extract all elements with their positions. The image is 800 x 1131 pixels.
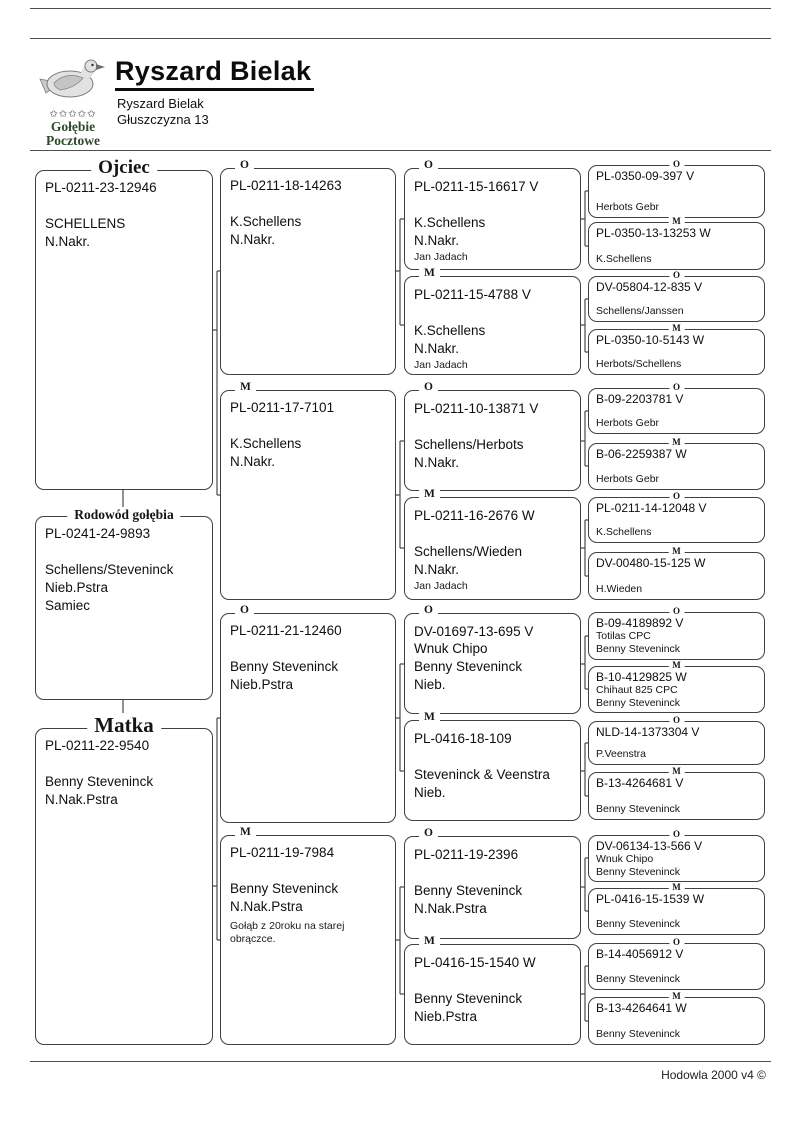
- ring-number: DV-00480-15-125 W: [596, 556, 706, 570]
- sex-label: M: [668, 661, 685, 670]
- pedigree-line: Benny Steveninck: [230, 881, 339, 896]
- breeder-name: Totilas CPC: [596, 630, 651, 642]
- owner-name: Ryszard Bielak: [117, 96, 204, 111]
- ring-number: PL-0241-24-9893: [45, 526, 151, 541]
- pedigree-line: N.Nakr.: [414, 341, 460, 356]
- pedigree-line: Schellens/Steveninck: [45, 562, 174, 577]
- breeder-names: [596, 201, 757, 214]
- gen2-box-4: [220, 826, 396, 1045]
- header-rule: [30, 150, 771, 151]
- sex-label: M: [668, 217, 685, 226]
- gen4-box-8: [588, 546, 765, 600]
- breeder-name: Chihaut 825 CPC: [596, 684, 678, 696]
- page-title: Ryszard Bielak: [115, 56, 314, 91]
- ring-number: PL-0350-13-13253 W: [596, 226, 711, 240]
- ring-number: DV-06134-13-566 V: [596, 839, 703, 853]
- subject-title: Rodowód gołębia: [67, 507, 180, 523]
- pedigree-line: Nieb.: [414, 677, 446, 692]
- pedigree-line: Nieb.: [414, 785, 446, 800]
- pedigree-note: Jan Jadach: [414, 580, 468, 592]
- gen3-box-6: [404, 711, 581, 821]
- sex-label: O: [419, 160, 438, 172]
- gen4-box-5: [588, 382, 765, 434]
- ring-number: PL-0350-10-5143 W: [596, 333, 705, 347]
- gen3-box-8: [404, 935, 581, 1045]
- ring-number: B-09-4189892 V: [596, 616, 684, 630]
- gen3-box-3: [404, 381, 581, 491]
- father-box: [35, 157, 213, 490]
- ring-number: PL-0211-19-2396: [414, 847, 519, 862]
- breeder-names: [596, 630, 757, 655]
- gen4-box-12: [588, 766, 765, 820]
- sex-label: M: [668, 883, 685, 892]
- ring-number: PL-0211-23-12946: [45, 180, 157, 195]
- pedigree-line: N.Nak.Pstra: [230, 899, 303, 914]
- pedigree-line: Benny Steveninck: [414, 991, 523, 1006]
- ring-number: PL-0211-19-7984: [230, 845, 335, 860]
- breeder-names: [596, 253, 757, 266]
- ring-number: PL-0211-18-14263: [230, 178, 342, 193]
- ring-number: PL-0350-09-397 V: [596, 169, 695, 183]
- breeder-name: K.Schellens: [596, 525, 652, 538]
- sex-label: O: [669, 607, 684, 616]
- pedigree-line: N.Nakr.: [414, 562, 460, 577]
- pedigree-line: Schellens/Wieden: [414, 544, 523, 559]
- breeder-name: Herbots/Schellens: [596, 357, 682, 370]
- gen4-box-6: [588, 437, 765, 490]
- sex-label: M: [419, 489, 440, 501]
- breeder-names: [596, 473, 757, 486]
- ring-number: PL-0211-15-4788 V: [414, 287, 531, 302]
- sex-label: O: [669, 938, 684, 947]
- sex-label: O: [669, 271, 684, 280]
- pedigree-line: Steveninck & Veenstra: [414, 767, 550, 782]
- breeder-names: [596, 358, 757, 371]
- gen4-box-2: [588, 216, 765, 270]
- pigeon-icon: [36, 54, 110, 104]
- ring-number: B-13-4264641 W: [596, 1001, 687, 1015]
- sex-label: O: [235, 160, 254, 172]
- ring-number: PL-0211-10-13871 V: [414, 401, 539, 416]
- gen3-box-7: [404, 827, 581, 939]
- sex-label: O: [419, 605, 438, 617]
- breeder-names: [596, 417, 757, 430]
- breeder-name: Schellens/Janssen: [596, 304, 684, 317]
- breeder-names: [596, 684, 757, 709]
- ring-number: DV-01697-13-695 V: [414, 624, 534, 639]
- pedigree-line: K.Schellens: [414, 323, 486, 338]
- club-logo: [30, 54, 116, 148]
- gen3-box-2: [404, 267, 581, 375]
- ring-number: PL-0416-15-1539 W: [596, 892, 705, 906]
- ring-number: PL-0211-22-9540: [45, 738, 150, 753]
- gen4-box-16: [588, 991, 765, 1045]
- gen2-box-3: [220, 604, 396, 823]
- sex-label: M: [235, 827, 256, 839]
- sex-label: O: [235, 605, 254, 617]
- pedigree-line: K.Schellens: [414, 215, 486, 230]
- sex-label: M: [668, 324, 685, 333]
- pedigree-line: Nieb.Pstra: [414, 1009, 478, 1024]
- top-rule-2: [30, 38, 771, 39]
- footer-software-credit: Hodowla 2000 v4 ©: [661, 1068, 766, 1082]
- breeder-name: Benny Steveninck: [596, 802, 681, 815]
- breeder-name: Benny Steveninck: [596, 696, 681, 709]
- gen2-box-1: [220, 159, 396, 375]
- breeder-names: [596, 918, 757, 931]
- breeder-names: [596, 973, 757, 986]
- pedigree-note: Gołąb z 20roku na starej obrączce.: [230, 920, 345, 945]
- breeder-name: Benny Steveninck: [596, 972, 681, 985]
- sex-label: M: [668, 992, 685, 1001]
- sex-label: M: [419, 268, 440, 280]
- pedigree-line: N.Nakr.: [414, 233, 460, 248]
- breeder-name: H.Wieden: [596, 582, 643, 595]
- sex-label: O: [669, 492, 684, 501]
- pedigree-line: Benny Steveninck: [414, 659, 523, 674]
- ring-number: PL-0416-15-1540 W: [414, 955, 536, 970]
- gen3-box-5: [404, 604, 581, 714]
- pedigree-line: N.Nakr.: [414, 455, 460, 470]
- sex-label: O: [669, 383, 684, 392]
- owner-address: Głuszczyzna 13: [117, 112, 209, 127]
- pedigree-line: Nieb.Pstra: [45, 580, 109, 595]
- pedigree-line: K.Schellens: [230, 214, 302, 229]
- ring-number: B-10-4129825 W: [596, 670, 687, 684]
- pedigree-line: N.Nakr.: [45, 234, 91, 249]
- sex-label: M: [668, 767, 685, 776]
- pedigree-line: N.Nak.Pstra: [45, 792, 118, 807]
- ring-number: PL-0211-16-2676 W: [414, 508, 535, 523]
- sex-label: M: [419, 712, 440, 724]
- breeder-name: Herbots Gebr: [596, 472, 660, 485]
- logo-stars: ✩✩✩✩✩: [49, 109, 97, 120]
- gen4-box-15: [588, 937, 765, 990]
- pedigree-line: Benny Steveninck: [230, 659, 339, 674]
- gen4-box-14: [588, 882, 765, 935]
- top-rule-1: [30, 8, 771, 9]
- sex-label: M: [419, 936, 440, 948]
- pedigree-line: SCHELLENS: [45, 216, 126, 231]
- breeder-name: Benny Steveninck: [596, 642, 681, 655]
- ring-number: NLD-14-1373304 V: [596, 725, 700, 739]
- sex-label: M: [668, 438, 685, 447]
- ring-number: PL-0416-18-109: [414, 731, 512, 746]
- breeder-names: [596, 853, 757, 878]
- pedigree-note: Jan Jadach: [414, 251, 468, 263]
- gen4-box-1: [588, 159, 765, 218]
- sex-label: O: [669, 716, 684, 725]
- subject-box: [35, 507, 213, 700]
- ring-number: PL-0211-15-16617 V: [414, 179, 539, 194]
- ring-number: DV-05804-12-835 V: [596, 280, 703, 294]
- footer-rule: [30, 1061, 771, 1062]
- gen3-box-1: [404, 159, 581, 270]
- logo-name-line2: Pocztowe: [46, 133, 100, 148]
- ring-number: B-06-2259387 W: [596, 447, 687, 461]
- gen4-box-10: [588, 660, 765, 713]
- logo-name-line1: Gołębie: [50, 119, 96, 134]
- mother-title: Matka: [87, 713, 161, 738]
- sex-label: O: [669, 160, 684, 169]
- breeder-name: Herbots Gebr: [596, 416, 660, 429]
- pedigree-line: K.Schellens: [230, 436, 302, 451]
- pedigree-note: Jan Jadach: [414, 359, 468, 371]
- sex-label: O: [419, 828, 438, 840]
- breeder-name: Benny Steveninck: [596, 917, 681, 930]
- pedigree-line: Benny Steveninck: [414, 883, 523, 898]
- breeder-names: [596, 748, 757, 761]
- pedigree-line: N.Nakr.: [230, 454, 276, 469]
- breeder-name: K.Schellens: [596, 252, 652, 265]
- ring-number: PL-0211-17-7101: [230, 400, 335, 415]
- breeder-name: P.Veenstra: [596, 747, 647, 760]
- breeder-names: [596, 803, 757, 816]
- father-title: Ojciec: [91, 157, 157, 179]
- pedigree-line: N.Nak.Pstra: [414, 901, 487, 916]
- pedigree-line: Wnuk Chipo: [414, 641, 488, 656]
- gen4-box-3: [588, 270, 765, 322]
- mother-box: [35, 713, 213, 1045]
- pedigree-line: Benny Steveninck: [45, 774, 154, 789]
- gen4-box-13: [588, 829, 765, 882]
- gen4-box-4: [588, 323, 765, 375]
- gen2-box-2: [220, 381, 396, 600]
- breeder-names: [596, 1028, 757, 1041]
- pedigree-line: Schellens/Herbots: [414, 437, 524, 452]
- gen3-box-4: [404, 488, 581, 600]
- pedigree-line: Samiec: [45, 598, 91, 613]
- breeder-names: [596, 583, 757, 596]
- breeder-name: Wnuk Chipo: [596, 853, 654, 865]
- gen4-box-7: [588, 491, 765, 543]
- breeder-name: Benny Steveninck: [596, 1027, 681, 1040]
- gen4-box-9: [588, 606, 765, 660]
- ring-number: B-13-4264681 V: [596, 776, 684, 790]
- breeder-name: Benny Steveninck: [596, 865, 681, 878]
- breeder-names: [596, 305, 757, 318]
- pedigree-line: Nieb.Pstra: [230, 677, 294, 692]
- breeder-name: Herbots Gebr: [596, 200, 660, 213]
- ring-number: B-14-4056912 V: [596, 947, 684, 961]
- ring-number: PL-0211-14-12048 V: [596, 501, 707, 515]
- sex-label: O: [419, 382, 438, 394]
- gen4-box-11: [588, 715, 765, 765]
- ring-number: PL-0211-21-12460: [230, 623, 342, 638]
- ring-number: B-09-2203781 V: [596, 392, 684, 406]
- sex-label: M: [668, 547, 685, 556]
- pedigree-line: N.Nakr.: [230, 232, 276, 247]
- breeder-names: [596, 526, 757, 539]
- sex-label: M: [235, 382, 256, 394]
- sex-label: O: [669, 830, 684, 839]
